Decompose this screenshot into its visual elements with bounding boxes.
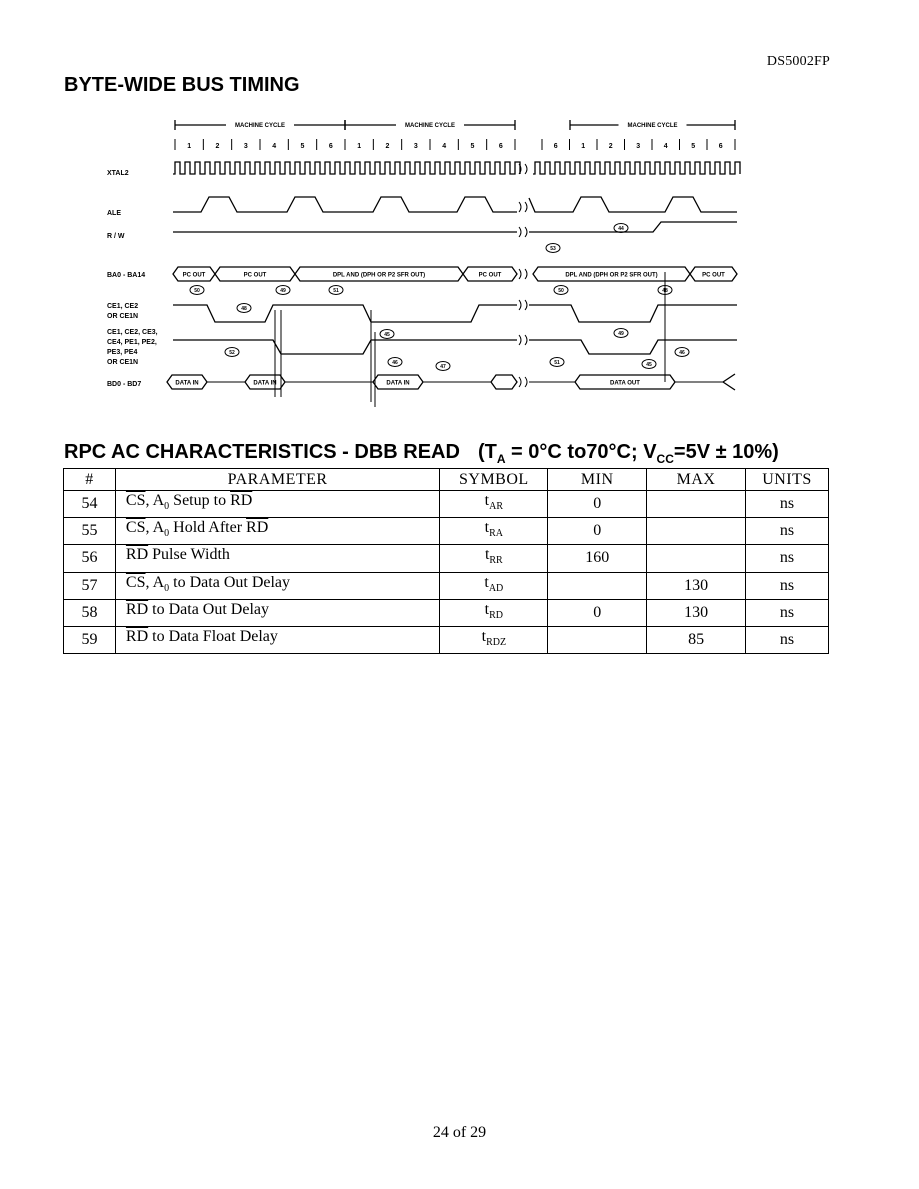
label-pe3: PE3, PE4 bbox=[107, 349, 138, 356]
cell-max bbox=[647, 545, 746, 572]
table-row bbox=[64, 626, 829, 653]
table-row bbox=[64, 545, 829, 572]
machine-cycle-label: MACHINE CYCLE bbox=[234, 123, 286, 129]
cell-num: 56 bbox=[64, 545, 116, 572]
break-mark bbox=[519, 227, 527, 237]
label-ce1n-2: OR CE1N bbox=[107, 359, 139, 366]
machine-cycle-label: MACHINE CYCLE bbox=[404, 123, 456, 129]
ce1-waveform-2 bbox=[529, 305, 737, 322]
bus-data-in-4 bbox=[491, 375, 517, 389]
phase-number: 3 bbox=[243, 143, 248, 150]
col-num: # bbox=[64, 469, 116, 491]
bus-data-out-label: DATA OUT bbox=[610, 380, 640, 387]
phase-number: 5 bbox=[691, 143, 696, 150]
bus-data-end bbox=[723, 374, 735, 390]
timing-callout-number: 48 bbox=[241, 306, 247, 312]
break-mark bbox=[519, 202, 527, 212]
section-title-timing: BYTE-WIDE BUS TIMING bbox=[64, 74, 300, 96]
bus-data-in-2-label: DATA IN bbox=[253, 380, 277, 387]
cell-units: ns bbox=[746, 572, 829, 599]
phase-number: 5 bbox=[470, 143, 475, 150]
cell-units: ns bbox=[746, 518, 829, 545]
cell-parameter: $\overline{RD}$ Pulse Width bbox=[115, 545, 439, 572]
cell-parameter: $\overline{CS}$, $A_0$ to Data Out Delay bbox=[115, 572, 439, 599]
phase-number: 6 bbox=[328, 143, 333, 150]
phase-number: 6 bbox=[553, 143, 558, 150]
phase-number: 3 bbox=[413, 143, 418, 150]
timing-diagram bbox=[105, 112, 745, 412]
timing-callout-number: 51 bbox=[554, 360, 560, 366]
document-id: DS5002FP bbox=[766, 54, 830, 69]
phase-number: 1 bbox=[357, 143, 362, 150]
cell-units: ns bbox=[746, 626, 829, 653]
timing-callout-number: 46 bbox=[392, 360, 398, 366]
phase-number: 3 bbox=[636, 143, 641, 150]
cell-parameter: $\overline{RD}$ to Data Float Delay bbox=[115, 626, 439, 653]
col-min: MIN bbox=[548, 469, 647, 491]
cell-parameter: $\overline{CS}$, $A_0$ Setup to $\overline{RD}$ bbox=[115, 491, 439, 518]
ce1-waveform bbox=[173, 305, 517, 322]
col-parameter: PARAMETER bbox=[115, 469, 439, 491]
label-ce1: CE1, CE2 bbox=[107, 303, 139, 310]
phase-number: 1 bbox=[581, 143, 586, 150]
phase-number: 2 bbox=[608, 143, 613, 150]
label-ce3: CE1, CE2, CE3, bbox=[107, 329, 158, 336]
cell-min bbox=[548, 626, 647, 653]
cell-num: 54 bbox=[64, 491, 116, 518]
col-units: UNITS bbox=[746, 469, 829, 491]
cell-num: 57 bbox=[64, 572, 116, 599]
bus-data-in-label: DATA IN bbox=[175, 380, 199, 387]
cell-symbol: $t_{AD}$ bbox=[440, 572, 548, 599]
cell-units: ns bbox=[746, 599, 829, 626]
break-mark bbox=[519, 335, 527, 345]
cell-units: ns bbox=[746, 545, 829, 572]
cell-units: ns bbox=[746, 491, 829, 518]
table-row bbox=[64, 572, 829, 599]
cell-symbol: $t_{AR}$ bbox=[440, 491, 548, 518]
label-ba: BA0 - BA14 bbox=[107, 272, 146, 279]
table-row bbox=[64, 518, 829, 545]
timing-callout-number: 48 bbox=[662, 288, 668, 294]
timing-callout-number: 49 bbox=[280, 288, 286, 294]
timing-callout-number: 53 bbox=[550, 246, 556, 252]
label-ce4: CE4, PE1, PE2, bbox=[107, 339, 157, 346]
ac-characteristics-table bbox=[63, 468, 829, 654]
phase-number: 1 bbox=[187, 143, 192, 150]
cell-min bbox=[548, 572, 647, 599]
bus-pc-out-label: PC OUT bbox=[182, 272, 206, 279]
bus-pc-out-4-label: PC OUT bbox=[702, 272, 725, 279]
ac-title: RPC AC CHARACTERISTICS - DBB READ bbox=[64, 441, 460, 463]
label-ce1n: OR CE1N bbox=[107, 313, 139, 320]
cell-min: 0 bbox=[548, 599, 647, 626]
xtal2-waveform-2 bbox=[533, 162, 740, 174]
phase-number: 2 bbox=[215, 143, 220, 150]
cell-symbol: $t_{RDZ}$ bbox=[440, 626, 548, 653]
cell-parameter: $\overline{CS}$, $A_0$ Hold After $\overline{RD}$ bbox=[115, 518, 439, 545]
cell-parameter: $\overline{RD}$ to Data Out Delay bbox=[115, 599, 439, 626]
phase-number: 5 bbox=[300, 143, 305, 150]
phase-number: 4 bbox=[663, 143, 668, 150]
break-mark bbox=[519, 377, 527, 387]
table-row bbox=[64, 599, 829, 626]
page-number: 24 of 29 bbox=[432, 1124, 487, 1141]
ale-waveform-2 bbox=[529, 197, 737, 212]
timing-callout-number: 45 bbox=[646, 362, 652, 368]
cell-max bbox=[647, 518, 746, 545]
label-bd: BD0 - BD7 bbox=[107, 381, 142, 388]
rw-waveform bbox=[173, 222, 737, 232]
timing-callout-number: 46 bbox=[679, 350, 685, 356]
table-row bbox=[64, 491, 829, 518]
cell-num: 59 bbox=[64, 626, 116, 653]
bus-pc-out-3-label: PC OUT bbox=[478, 272, 502, 279]
timing-callout-number: 52 bbox=[229, 350, 235, 356]
cell-symbol: $t_{RR}$ bbox=[440, 545, 548, 572]
cell-symbol: $t_{RD}$ bbox=[440, 599, 548, 626]
cell-max bbox=[647, 491, 746, 518]
col-max: MAX bbox=[647, 469, 746, 491]
timing-callout-number: 49 bbox=[618, 331, 624, 337]
xtal2-waveform bbox=[173, 162, 520, 174]
bus-dpl-2-label: DPL AND (DPH OR P2 SFR OUT) bbox=[565, 272, 658, 279]
ce3-waveform-2 bbox=[529, 340, 737, 354]
bus-pc-out-2-label: PC OUT bbox=[243, 272, 267, 279]
phase-number: 6 bbox=[498, 143, 503, 150]
timing-callout-number: 51 bbox=[333, 288, 339, 294]
label-xtal2: XTAL2 bbox=[107, 170, 129, 177]
ac-conditions: ($T_A = 0^\circ C$ to70°C; $V_{CC}=5V \pm 10\%$) bbox=[477, 441, 779, 466]
cell-max: 85 bbox=[647, 626, 746, 653]
break-mark bbox=[519, 269, 527, 279]
timing-callout-number: 45 bbox=[384, 332, 390, 338]
cell-symbol: $t_{RA}$ bbox=[440, 518, 548, 545]
cell-min: 0 bbox=[548, 491, 647, 518]
label-ale: ALE bbox=[107, 210, 121, 217]
table-header-row bbox=[64, 469, 829, 491]
label-rw: R / W bbox=[107, 233, 125, 240]
timing-callout-number: 44 bbox=[618, 226, 624, 232]
phase-number: 6 bbox=[718, 143, 723, 150]
cell-min: 0 bbox=[548, 518, 647, 545]
cell-max: 130 bbox=[647, 572, 746, 599]
col-symbol: SYMBOL bbox=[440, 469, 548, 491]
phase-number: 4 bbox=[272, 143, 277, 150]
cell-num: 55 bbox=[64, 518, 116, 545]
bus-dpl-label: DPL AND (DPH OR P2 SFR OUT) bbox=[332, 272, 426, 279]
cell-num: 58 bbox=[64, 599, 116, 626]
section-title-ac bbox=[64, 441, 844, 466]
timing-callout-number: 50 bbox=[194, 288, 200, 294]
phase-number: 2 bbox=[385, 143, 390, 150]
bus-data-in-3-label: DATA IN bbox=[386, 380, 410, 387]
timing-callout-number: 50 bbox=[558, 288, 564, 294]
machine-cycle-label: MACHINE CYCLE bbox=[627, 123, 678, 129]
break-mark bbox=[519, 300, 527, 310]
phase-number: 4 bbox=[442, 143, 447, 150]
cell-min: 160 bbox=[548, 545, 647, 572]
cell-max: 130 bbox=[647, 599, 746, 626]
ale-waveform bbox=[173, 197, 517, 212]
timing-callout-number: 47 bbox=[440, 364, 446, 370]
